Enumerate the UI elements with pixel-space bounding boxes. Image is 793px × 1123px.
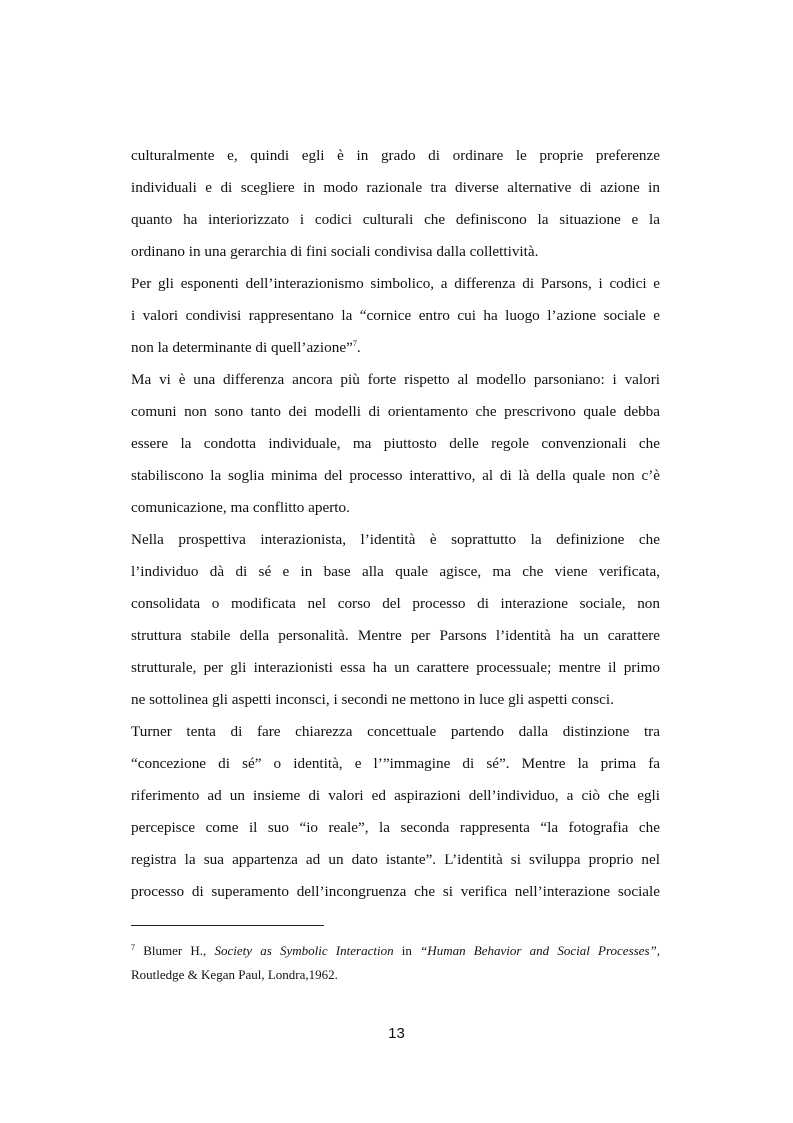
text-line: comuni non sono tanto dei modelli di orientamento che prescrivono quale debba xyxy=(131,403,660,420)
text-line: comunicazione, ma conflitto aperto. xyxy=(131,499,350,516)
text-line: culturalmente e, quindi egli è in grado di ordinare le proprie preferenze xyxy=(131,147,660,164)
text-line: Turner tenta di fare chiarezza concettuale partendo dalla distinzione tra xyxy=(131,723,660,740)
text-line: quanto ha interiorizzato i codici culturali che definiscono la situazione e la xyxy=(131,211,660,228)
text-line: ordinano in una gerarchia di fini sociali condivisa dalla collettività. xyxy=(131,243,539,260)
text-line: strutturale, per gli interazionisti essa ha un carattere processuale; mentre il primo xyxy=(131,659,660,676)
text-line: registra la sua appartenza ad un dato istante”. L’identità si sviluppa proprio nel xyxy=(131,851,660,868)
footnote-reference[interactable]: 7 xyxy=(352,339,357,348)
text-line: Per gli esponenti dell’interazionismo simbolico, a differenza di Parsons, i codici e xyxy=(131,275,660,292)
text-line: l’individuo dà di sé e in base alla quale agisce, ma che viene verificata, xyxy=(131,563,660,580)
text-line: individuali e di scegliere in modo razionale tra diverse alternative di azione in xyxy=(131,179,660,196)
text-line: “concezione di sé” o identità, e l’”immagine di sé”. Mentre la prima fa xyxy=(131,755,660,772)
footnote-marker: 7 xyxy=(131,943,135,952)
footnote-divider xyxy=(131,925,324,926)
text-line: consolidata o modificata nel corso del processo di interazione sociale, non xyxy=(131,595,660,612)
text-line: Nella prospettiva interazionista, l’identità è soprattutto la definizione che xyxy=(131,531,660,548)
text-line: stabiliscono la soglia minima del processo interattivo, al di là della quale non c’è xyxy=(131,467,660,484)
text-line: essere la condotta individuale, ma piuttosto delle regole convenzionali che xyxy=(131,435,660,452)
text-line: struttura stabile della personalità. Mentre per Parsons l’identità ha un carattere xyxy=(131,627,660,644)
text-line: Ma vi è una differenza ancora più forte rispetto al modello parsoniano: i valori xyxy=(131,371,660,388)
text-line xyxy=(131,332,660,364)
page-number: 13 xyxy=(388,1025,405,1042)
footnote-in: in xyxy=(393,943,421,958)
footnote xyxy=(131,939,660,987)
text-span: non la determinante di quell’azione” xyxy=(131,339,353,356)
body-text xyxy=(131,140,660,908)
footnote-line xyxy=(131,939,660,963)
text-line: i valori condivisi rappresentano la “cornice entro cui ha luogo l’azione sociale e xyxy=(131,307,660,324)
footnote-title: Society as Symbolic Interaction xyxy=(214,943,394,958)
footnote-author: Blumer H., xyxy=(143,943,215,958)
text-line: riferimento ad un insieme di valori ed aspirazioni dell’individuo, a ciò che egli xyxy=(131,787,660,804)
footnote-collection: “Human Behavior and Social Processes”, xyxy=(420,943,660,958)
text-line: processo di superamento dell’incongruenza che si verifica nell’interazione sociale xyxy=(131,883,660,900)
text-span: . xyxy=(356,339,361,356)
footnote-line: Routledge & Kegan Paul, Londra,1962. xyxy=(131,967,338,982)
text-line: ne sottolinea gli aspetti inconsci, i secondi ne mettono in luce gli aspetti consci. xyxy=(131,691,614,708)
text-line: percepisce come il suo “io reale”, la seconda rappresenta “la fotografia che xyxy=(131,819,660,836)
